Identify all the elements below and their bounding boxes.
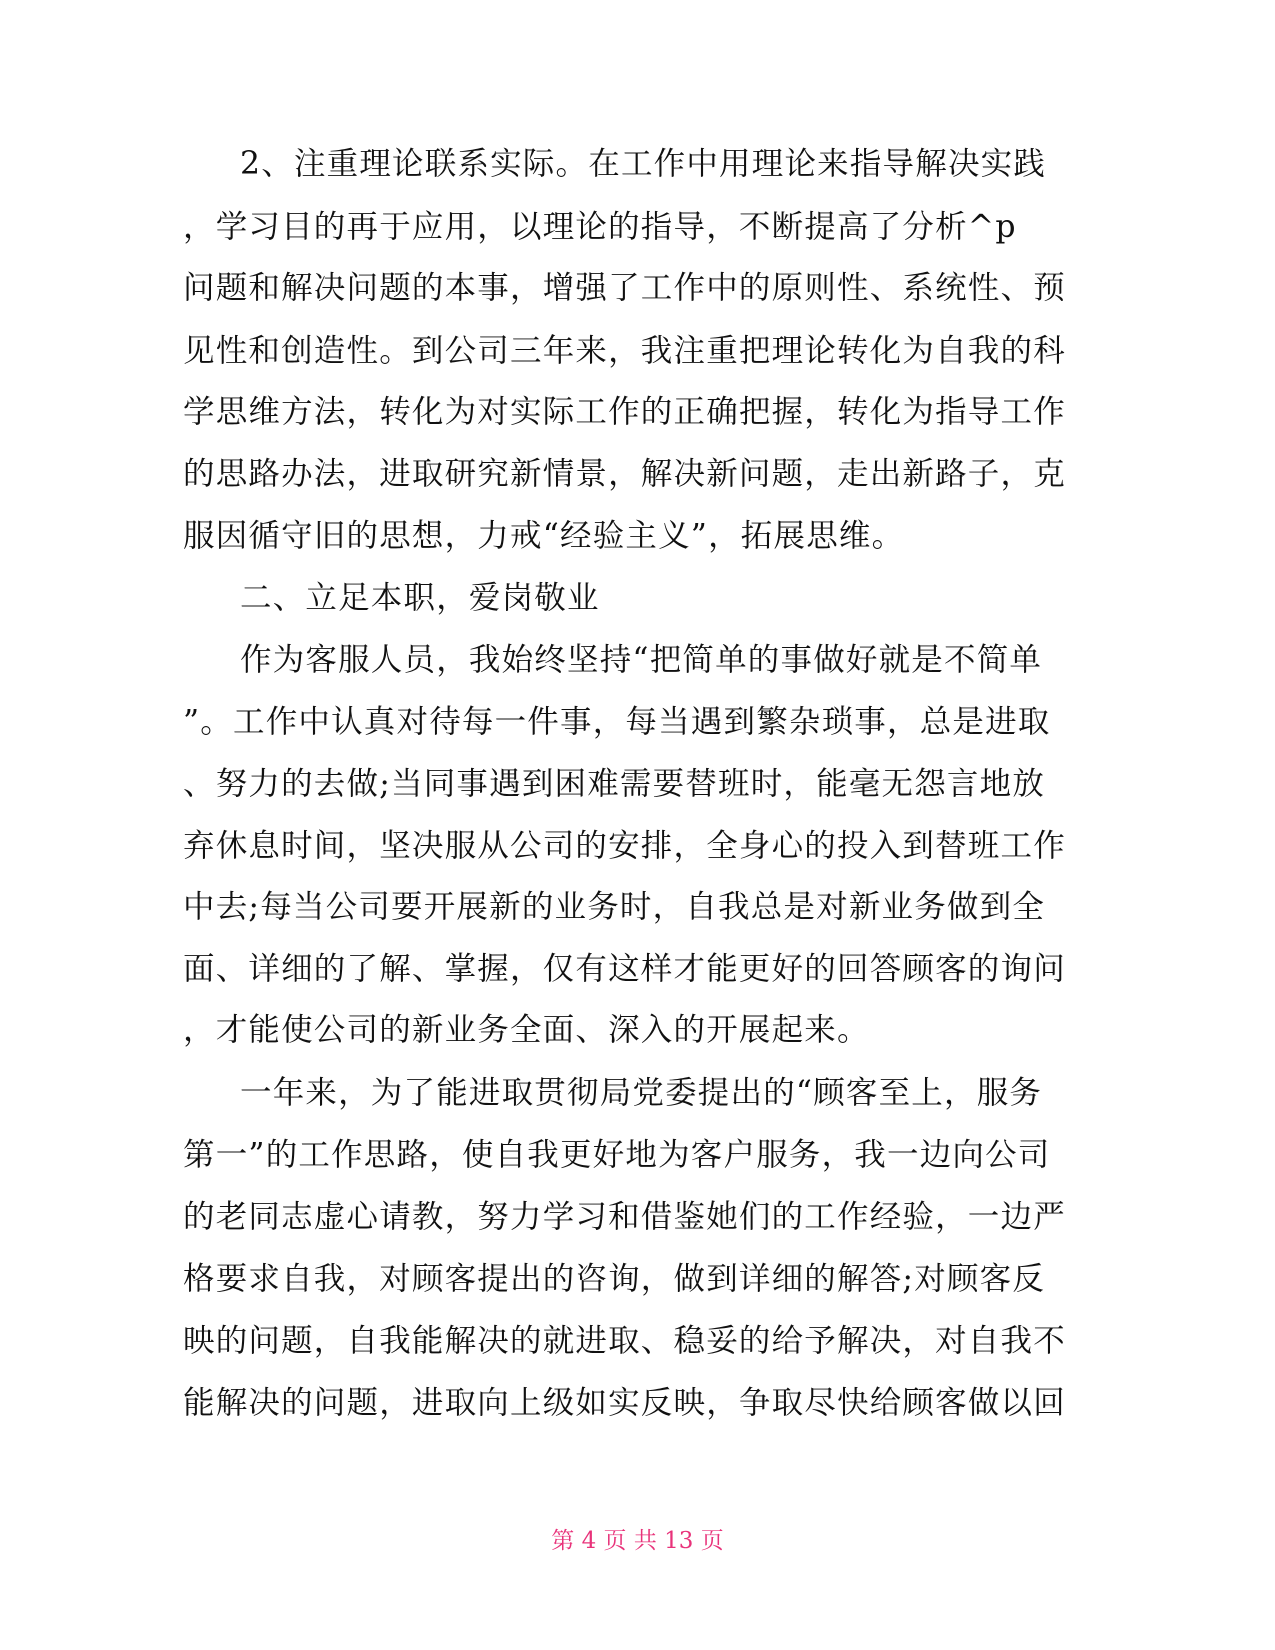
text-line: 面、详细的了解、掌握，仅有这样才能更好的回答顾客的询问 — [183, 951, 1066, 987]
text-line: 、努力的去做;当同事遇到困难需要替班时，能毫无怨言地放 — [183, 766, 1046, 802]
text-line: 作为客服人员，我始终坚持“把简单的事做好就是不简单 — [240, 642, 1043, 678]
text-line: 第一”的工作思路，使自我更好地为客户服务，我一边向公司 — [183, 1137, 1051, 1173]
text-line: ，学习目的再于应用，以理论的指导，不断提高了分析^p — [183, 209, 1017, 245]
text-line: ，才能使公司的新业务全面、深入的开展起来。 — [183, 1012, 870, 1048]
text-line: 一年来，为了能进取贯彻局党委提出的“顾客至上，服务 — [240, 1075, 1043, 1111]
text-line: 见性和创造性。到公司三年来，我注重把理论转化为自我的科 — [183, 333, 1066, 369]
text-line: 格要求自我，对顾客提出的咨询，做到详细的解答;对顾客反 — [183, 1261, 1046, 1297]
page-number-footer: 第 4 页 共 13 页 — [551, 1528, 724, 1554]
text-line: ”。工作中认真对待每一件事，每当遇到繁杂琐事，总是进取 — [183, 704, 1051, 740]
text-line: 的老同志虚心请教，努力学习和借鉴她们的工作经验，一边严 — [183, 1199, 1066, 1235]
text-line: 2、注重理论联系实际。在工作中用理论来指导解决实践 — [240, 146, 1047, 182]
section-heading: 二、立足本职，爱岗敬业 — [240, 580, 600, 616]
text-line: 学思维方法，转化为对实际工作的正确把握，转化为指导工作 — [183, 394, 1066, 430]
text-line: 中去;每当公司要开展新的业务时，自我总是对新业务做到全 — [183, 889, 1046, 925]
text-line: 能解决的问题，进取向上级如实反映，争取尽快给顾客做以回 — [183, 1385, 1066, 1421]
text-line: 的思路办法，进取研究新情景，解决新问题，走出新路子，克 — [183, 456, 1066, 492]
text-line: 服因循守旧的思想，力戒“经验主义”，拓展思维。 — [183, 518, 905, 554]
text-line: 映的问题，自我能解决的就进取、稳妥的给予解决，对自我不 — [183, 1323, 1066, 1359]
text-line: 弃休息时间，坚决服从公司的安排，全身心的投入到替班工作 — [183, 828, 1066, 864]
text-line: 问题和解决问题的本事，增强了工作中的原则性、系统性、预 — [183, 270, 1066, 306]
